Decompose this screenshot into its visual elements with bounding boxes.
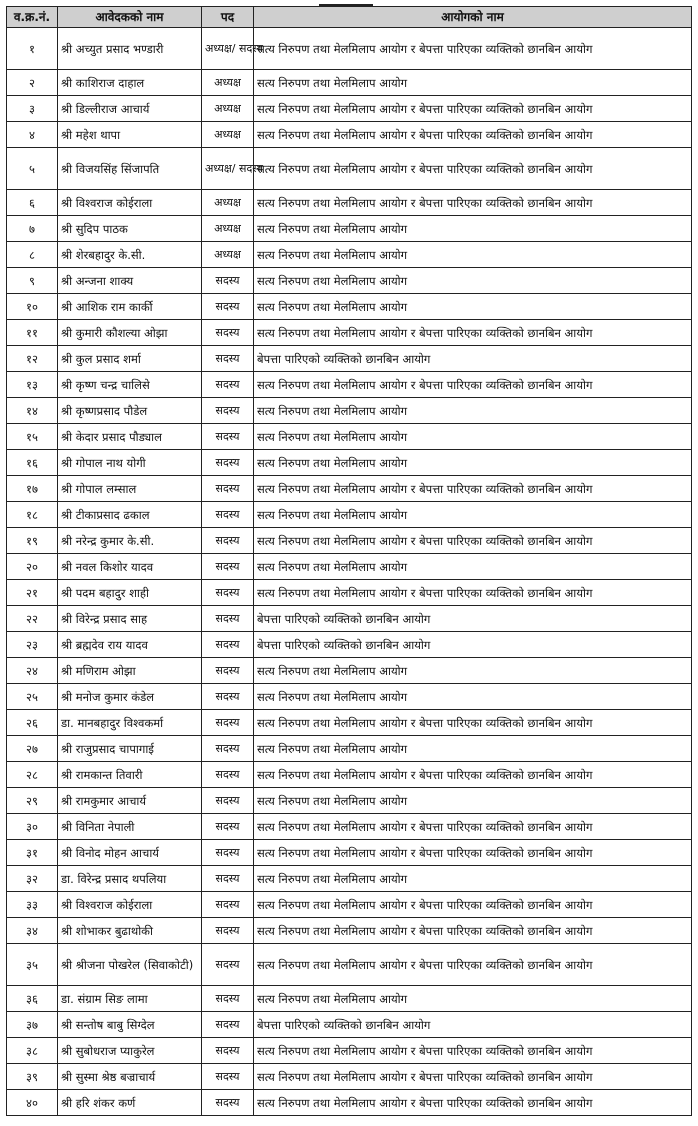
commission-cell: सत्य निरुपण तथा मेलमिलाप आयोग: [254, 424, 692, 450]
table-row: [7, 424, 692, 450]
applicant-name-cell: श्री मनोज कुमार कंडेल: [58, 684, 202, 710]
post-cell: सदस्य: [202, 268, 254, 294]
commission-cell: बेपत्ता पारिएको व्यक्तिको छानबिन आयोग: [254, 606, 692, 632]
commission-cell: सत्य निरुपण तथा मेलमिलाप आयोग र बेपत्ता पारिएका व्यक्तिको छानबिन आयोग: [254, 528, 692, 554]
post-cell: सदस्य: [202, 1090, 254, 1116]
table-row: [7, 788, 692, 814]
post-cell: सदस्य: [202, 476, 254, 502]
table-row: [7, 398, 692, 424]
applicant-name-cell: श्री कृष्ण चन्द्र चालिसे: [58, 372, 202, 398]
table-row: [7, 450, 692, 476]
serial-number-cell: ८: [7, 242, 58, 268]
table-row: [7, 268, 692, 294]
commission-cell: सत्य निरुपण तथा मेलमिलाप आयोग र बेपत्ता पारिएका व्यक्तिको छानबिन आयोग: [254, 1038, 692, 1064]
table-row: [7, 710, 692, 736]
applicant-name-cell: श्री मणिराम ओझा: [58, 658, 202, 684]
post-cell: सदस्य: [202, 424, 254, 450]
table-row: [7, 70, 692, 96]
commission-cell: बेपत्ता पारिएको व्यक्तिको छानबिन आयोग: [254, 632, 692, 658]
table-row: [7, 1064, 692, 1090]
table-body: [7, 28, 692, 1116]
applicant-name-cell: श्री कृष्णप्रसाद पौडेल: [58, 398, 202, 424]
commission-cell: सत्य निरुपण तथा मेलमिलाप आयोग र बेपत्ता पारिएका व्यक्तिको छानबिन आयोग: [254, 710, 692, 736]
applicant-name-cell: श्री विरेन्द्र प्रसाद साह: [58, 606, 202, 632]
serial-number-cell: ४: [7, 122, 58, 148]
table-row: [7, 528, 692, 554]
commission-cell: सत्य निरुपण तथा मेलमिलाप आयोग: [254, 658, 692, 684]
commission-cell: सत्य निरुपण तथा मेलमिलाप आयोग: [254, 554, 692, 580]
serial-number-cell: २६: [7, 710, 58, 736]
applicant-name-cell: श्री गोपाल लम्साल: [58, 476, 202, 502]
applicant-name-cell: श्री रामकुमार आचार्य: [58, 788, 202, 814]
serial-number-cell: १०: [7, 294, 58, 320]
post-cell: सदस्य: [202, 632, 254, 658]
post-cell: सदस्य: [202, 788, 254, 814]
applicant-name-cell: डा. संग्राम सिङ लामा: [58, 986, 202, 1012]
serial-number-cell: १६: [7, 450, 58, 476]
post-cell: सदस्य: [202, 450, 254, 476]
applicant-name-cell: श्री टीकाप्रसाद ढकाल: [58, 502, 202, 528]
serial-number-cell: १८: [7, 502, 58, 528]
applicant-name-cell: श्री शोभाकर बुढाथोकी: [58, 918, 202, 944]
serial-number-cell: १७: [7, 476, 58, 502]
applicant-name-cell: डा. विरेन्द्र प्रसाद थपलिया: [58, 866, 202, 892]
serial-number-cell: ३०: [7, 814, 58, 840]
table-row: [7, 476, 692, 502]
table-row: [7, 866, 692, 892]
applicant-name-cell: श्री महेश थापा: [58, 122, 202, 148]
serial-number-cell: ५: [7, 148, 58, 190]
table-row: [7, 294, 692, 320]
post-cell: सदस्य: [202, 528, 254, 554]
post-cell: सदस्य: [202, 1038, 254, 1064]
serial-number-cell: २७: [7, 736, 58, 762]
serial-number-cell: २५: [7, 684, 58, 710]
commission-cell: सत्य निरुपण तथा मेलमिलाप आयोग र बेपत्ता पारिएका व्यक्तिको छानबिन आयोग: [254, 148, 692, 190]
commission-cell: सत्य निरुपण तथा मेलमिलाप आयोग र बेपत्ता पारिएका व्यक्तिको छानबिन आयोग: [254, 944, 692, 986]
serial-number-cell: २०: [7, 554, 58, 580]
post-cell: अध्यक्ष: [202, 122, 254, 148]
post-cell: अध्यक्ष/ सदस्य: [202, 148, 254, 190]
table-row: [7, 502, 692, 528]
applicant-name-cell: श्री केदार प्रसाद पौड्याल: [58, 424, 202, 450]
commission-cell: सत्य निरुपण तथा मेलमिलाप आयोग: [254, 70, 692, 96]
commission-cell: सत्य निरुपण तथा मेलमिलाप आयोग: [254, 788, 692, 814]
applicant-name-cell: श्री सन्तोष बाबु सिग्देल: [58, 1012, 202, 1038]
table-row: [7, 96, 692, 122]
applicant-name-cell: श्री रामकान्त तिवारी: [58, 762, 202, 788]
post-cell: अध्यक्ष: [202, 96, 254, 122]
serial-number-cell: १५: [7, 424, 58, 450]
commission-cell: सत्य निरुपण तथा मेलमिलाप आयोग र बेपत्ता पारिएका व्यक्तिको छानबिन आयोग: [254, 476, 692, 502]
applicant-name-cell: श्री विश्वराज कोईराला: [58, 190, 202, 216]
table-row: [7, 122, 692, 148]
serial-number-cell: ३९: [7, 1064, 58, 1090]
applicant-name-cell: श्री सुस्मा श्रेष्ठ बज्राचार्य: [58, 1064, 202, 1090]
table-row: [7, 944, 692, 986]
commission-cell: सत्य निरुपण तथा मेलमिलाप आयोग: [254, 502, 692, 528]
serial-number-cell: ३८: [7, 1038, 58, 1064]
serial-number-cell: ३: [7, 96, 58, 122]
serial-number-cell: २४: [7, 658, 58, 684]
applicant-name-cell: श्री काशिराज दाहाल: [58, 70, 202, 96]
commission-cell: सत्य निरुपण तथा मेलमिलाप आयोग र बेपत्ता पारिएका व्यक्तिको छानबिन आयोग: [254, 762, 692, 788]
serial-number-cell: १: [7, 28, 58, 70]
post-cell: सदस्य: [202, 736, 254, 762]
post-cell: सदस्य: [202, 346, 254, 372]
table-row: [7, 840, 692, 866]
post-cell: सदस्य: [202, 658, 254, 684]
table-row: [7, 346, 692, 372]
post-cell: सदस्य: [202, 294, 254, 320]
serial-number-cell: ३४: [7, 918, 58, 944]
commission-cell: बेपत्ता पारिएको व्यक्तिको छानबिन आयोग: [254, 1012, 692, 1038]
table-row: [7, 658, 692, 684]
serial-number-cell: ४०: [7, 1090, 58, 1116]
commission-cell: सत्य निरुपण तथा मेलमिलाप आयोग: [254, 242, 692, 268]
commission-cell: सत्य निरुपण तथा मेलमिलाप आयोग र बेपत्ता पारिएका व्यक्तिको छानबिन आयोग: [254, 580, 692, 606]
applicant-name-cell: श्री विनोद मोहन आचार्य: [58, 840, 202, 866]
applicant-name-cell: श्री हरि शंकर कर्ण: [58, 1090, 202, 1116]
applicant-name-cell: श्री कुमारी कौशल्या ओझा: [58, 320, 202, 346]
commission-cell: सत्य निरुपण तथा मेलमिलाप आयोग: [254, 294, 692, 320]
post-cell: अध्यक्ष: [202, 216, 254, 242]
commission-cell: सत्य निरुपण तथा मेलमिलाप आयोग: [254, 986, 692, 1012]
table-row: [7, 736, 692, 762]
commission-cell: सत्य निरुपण तथा मेलमिलाप आयोग र बेपत्ता पारिएका व्यक्तिको छानबिन आयोग: [254, 892, 692, 918]
applicant-name-cell: श्री नरेन्द्र कुमार के.सी.: [58, 528, 202, 554]
post-cell: सदस्य: [202, 710, 254, 736]
table-row: [7, 632, 692, 658]
serial-number-cell: २८: [7, 762, 58, 788]
serial-number-cell: ३५: [7, 944, 58, 986]
applicant-name-cell: श्री विनिता नेपाली: [58, 814, 202, 840]
table-row: [7, 892, 692, 918]
applicant-name-cell: श्री नवल किशोर यादव: [58, 554, 202, 580]
serial-number-cell: १९: [7, 528, 58, 554]
commission-cell: सत्य निरुपण तथा मेलमिलाप आयोग: [254, 450, 692, 476]
table-row: [7, 148, 692, 190]
applicant-name-cell: श्री सुदिप पाठक: [58, 216, 202, 242]
post-cell: सदस्य: [202, 398, 254, 424]
applicant-name-cell: श्री शेरबहादुर के.सी.: [58, 242, 202, 268]
commission-cell: सत्य निरुपण तथा मेलमिलाप आयोग र बेपत्ता पारिएका व्यक्तिको छानबिन आयोग: [254, 190, 692, 216]
serial-number-cell: २३: [7, 632, 58, 658]
table-row: [7, 814, 692, 840]
table-row: [7, 216, 692, 242]
table-row: [7, 372, 692, 398]
commission-cell: सत्य निरुपण तथा मेलमिलाप आयोग र बेपत्ता पारिएका व्यक्तिको छानबिन आयोग: [254, 840, 692, 866]
applicant-name-cell: श्री विश्वराज कोईराला: [58, 892, 202, 918]
serial-number-cell: २२: [7, 606, 58, 632]
post-cell: सदस्य: [202, 814, 254, 840]
commission-cell: सत्य निरुपण तथा मेलमिलाप आयोग: [254, 684, 692, 710]
header-commission-name: आयोगको नाम: [254, 7, 692, 28]
commission-cell: सत्य निरुपण तथा मेलमिलाप आयोग र बेपत्ता पारिएका व्यक्तिको छानबिन आयोग: [254, 372, 692, 398]
commission-cell: सत्य निरुपण तथा मेलमिलाप आयोग र बेपत्ता पारिएका व्यक्तिको छानबिन आयोग: [254, 1064, 692, 1090]
commission-cell: सत्य निरुपण तथा मेलमिलाप आयोग: [254, 736, 692, 762]
serial-number-cell: १४: [7, 398, 58, 424]
serial-number-cell: ३६: [7, 986, 58, 1012]
post-cell: सदस्य: [202, 944, 254, 986]
commission-cell: सत्य निरुपण तथा मेलमिलाप आयोग: [254, 398, 692, 424]
table-row: [7, 320, 692, 346]
post-cell: सदस्य: [202, 986, 254, 1012]
serial-number-cell: ३७: [7, 1012, 58, 1038]
post-cell: सदस्य: [202, 554, 254, 580]
table-row: [7, 1038, 692, 1064]
commission-cell: सत्य निरुपण तथा मेलमिलाप आयोग र बेपत्ता पारिएका व्यक्तिको छानबिन आयोग: [254, 320, 692, 346]
post-cell: सदस्य: [202, 320, 254, 346]
serial-number-cell: ३१: [7, 840, 58, 866]
post-cell: अध्यक्ष: [202, 242, 254, 268]
post-cell: सदस्य: [202, 684, 254, 710]
commission-cell: सत्य निरुपण तथा मेलमिलाप आयोग र बेपत्ता पारिएका व्यक्तिको छानबिन आयोग: [254, 1090, 692, 1116]
post-cell: अध्यक्ष: [202, 70, 254, 96]
applicant-name-cell: श्री गोपाल नाथ योगी: [58, 450, 202, 476]
serial-number-cell: ६: [7, 190, 58, 216]
commission-cell: सत्य निरुपण तथा मेलमिलाप आयोग: [254, 216, 692, 242]
applicant-name-cell: डा. मानबहादुर विश्वकर्मा: [58, 710, 202, 736]
commission-cell: सत्य निरुपण तथा मेलमिलाप आयोग र बेपत्ता पारिएका व्यक्तिको छानबिन आयोग: [254, 918, 692, 944]
table-row: [7, 242, 692, 268]
commission-cell: सत्य निरुपण तथा मेलमिलाप आयोग र बेपत्ता पारिएका व्यक्तिको छानबिन आयोग: [254, 28, 692, 70]
header-post: पद: [202, 7, 254, 28]
applicants-table: [6, 6, 692, 1116]
commission-cell: सत्य निरुपण तथा मेलमिलाप आयोग र बेपत्ता पारिएका व्यक्तिको छानबिन आयोग: [254, 814, 692, 840]
post-cell: सदस्य: [202, 502, 254, 528]
commission-cell: बेपत्ता पारिएको व्यक्तिको छानबिन आयोग: [254, 346, 692, 372]
post-cell: सदस्य: [202, 892, 254, 918]
applicant-name-cell: श्री आशिक राम कार्की: [58, 294, 202, 320]
table-row: [7, 986, 692, 1012]
serial-number-cell: ३२: [7, 866, 58, 892]
table-row: [7, 918, 692, 944]
serial-number-cell: ९: [7, 268, 58, 294]
table-row: [7, 684, 692, 710]
applicant-name-cell: श्री अच्युत प्रसाद भण्डारी: [58, 28, 202, 70]
post-cell: सदस्य: [202, 1012, 254, 1038]
table-row: [7, 606, 692, 632]
applicant-name-cell: श्री श्रीजना पोखरेल (सिवाकोटी): [58, 944, 202, 986]
header-applicant-name: आवेदकको नाम: [58, 7, 202, 28]
post-cell: सदस्य: [202, 866, 254, 892]
applicant-name-cell: श्री डिल्लीराज आचार्य: [58, 96, 202, 122]
table-row: [7, 1012, 692, 1038]
serial-number-cell: १३: [7, 372, 58, 398]
table-row: [7, 1090, 692, 1116]
applicant-name-cell: श्री पदम बहादुर शाही: [58, 580, 202, 606]
table-row: [7, 190, 692, 216]
applicant-name-cell: श्री कुल प्रसाद शर्मा: [58, 346, 202, 372]
serial-number-cell: २९: [7, 788, 58, 814]
applicant-name-cell: श्री अन्जना शाक्य: [58, 268, 202, 294]
commission-cell: सत्य निरुपण तथा मेलमिलाप आयोग: [254, 866, 692, 892]
post-cell: सदस्य: [202, 918, 254, 944]
serial-number-cell: ७: [7, 216, 58, 242]
table-row: [7, 554, 692, 580]
serial-number-cell: ११: [7, 320, 58, 346]
commission-cell: सत्य निरुपण तथा मेलमिलाप आयोग: [254, 268, 692, 294]
applicant-name-cell: श्री विजयसिंह सिंजापति: [58, 148, 202, 190]
post-cell: सदस्य: [202, 1064, 254, 1090]
table-row: [7, 28, 692, 70]
serial-number-cell: २१: [7, 580, 58, 606]
applicant-name-cell: श्री सुबोधराज प्याकुरेल: [58, 1038, 202, 1064]
commission-cell: सत्य निरुपण तथा मेलमिलाप आयोग र बेपत्ता पारिएका व्यक्तिको छानबिन आयोग: [254, 122, 692, 148]
applicant-name-cell: श्री ब्रह्मदेव राय यादव: [58, 632, 202, 658]
serial-number-cell: ३३: [7, 892, 58, 918]
serial-number-cell: १२: [7, 346, 58, 372]
table-row: [7, 580, 692, 606]
post-cell: सदस्य: [202, 372, 254, 398]
post-cell: सदस्य: [202, 606, 254, 632]
serial-number-cell: २: [7, 70, 58, 96]
header-serial-number: व.क्र.नं.: [7, 7, 58, 28]
post-cell: सदस्य: [202, 840, 254, 866]
post-cell: सदस्य: [202, 580, 254, 606]
commission-cell: सत्य निरुपण तथा मेलमिलाप आयोग र बेपत्ता पारिएका व्यक्तिको छानबिन आयोग: [254, 96, 692, 122]
header-row: [7, 7, 692, 28]
post-cell: अध्यक्ष/ सदस्य: [202, 28, 254, 70]
post-cell: सदस्य: [202, 762, 254, 788]
post-cell: अध्यक्ष: [202, 190, 254, 216]
applicant-name-cell: श्री राजुप्रसाद चापागाई: [58, 736, 202, 762]
table-row: [7, 762, 692, 788]
